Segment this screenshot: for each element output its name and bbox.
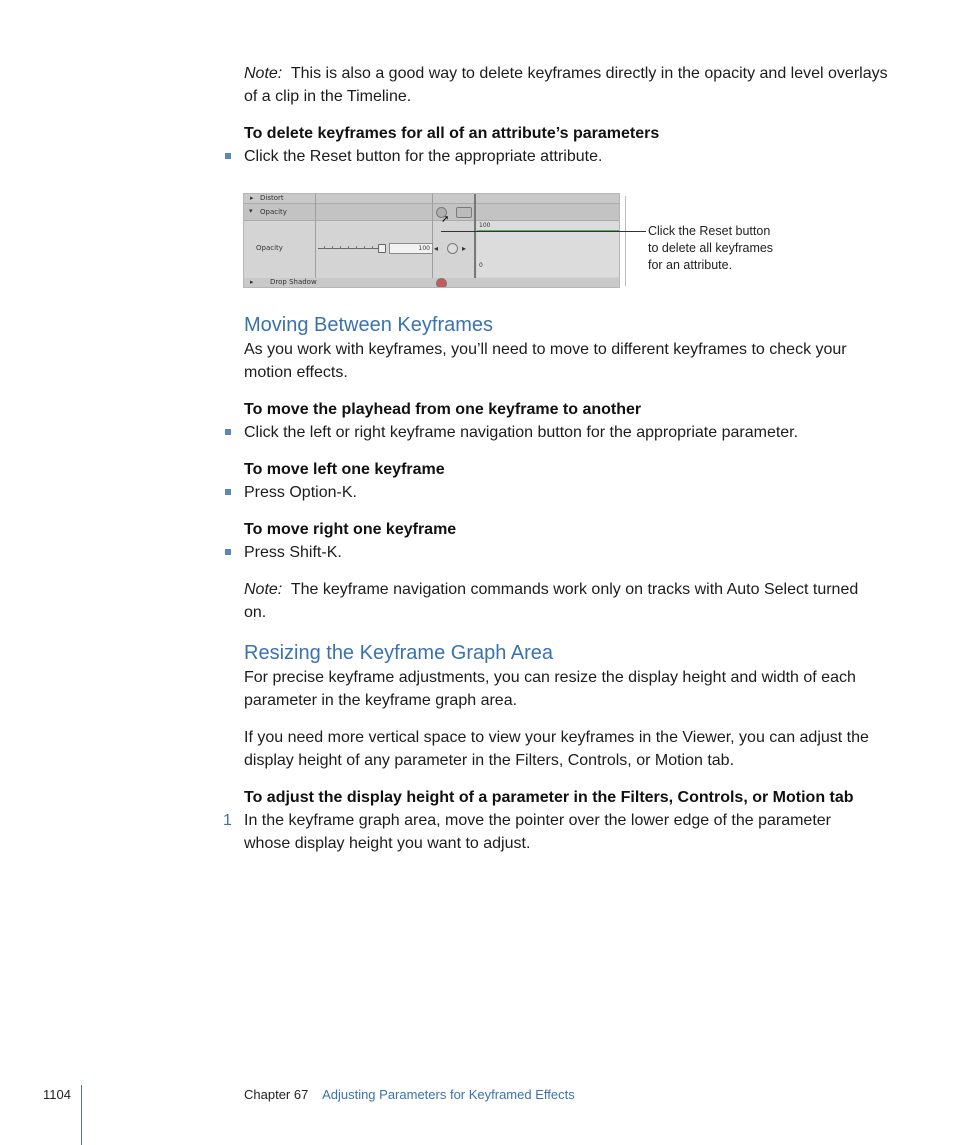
note-text-line2: of a clip in the Timeline. <box>244 88 412 105</box>
figure-right-edge <box>625 196 626 286</box>
graph-max-label: 100 <box>479 222 491 229</box>
note-text-line1: This is also a good way to delete keyframes directly in the opacity and level overlays <box>290 65 888 82</box>
pointer-cursor-icon: ➚ <box>441 214 450 225</box>
reset-button[interactable] <box>436 278 447 288</box>
task-heading-right: To move right one keyframe <box>244 521 457 538</box>
opacity-value-field[interactable]: 100 <box>389 243 433 254</box>
moving-intro-line1: As you work with keyframes, you’ll need to move to different keyframes to check your <box>244 341 847 358</box>
bullet-icon <box>225 549 231 555</box>
callout-leader-line <box>441 231 646 232</box>
task-heading-display-height: To adjust the display height of a parameter in the Filters, Controls, or Motion tab <box>244 789 854 806</box>
row-distort-label: Distort <box>260 194 284 202</box>
next-keyframe-icon[interactable]: ▸ <box>462 244 467 253</box>
callout-text <box>648 223 773 274</box>
step1-line2: whose display height you want to adjust. <box>244 835 531 852</box>
bullet-text-left: Press Option-K. <box>244 484 357 501</box>
note2-line2: on. <box>244 604 267 621</box>
step-number: 1 <box>223 812 232 829</box>
slider-tick <box>364 246 365 249</box>
slider-tick <box>332 246 333 249</box>
column-divider <box>315 194 316 287</box>
bullet-text-right: Press Shift-K. <box>244 544 342 561</box>
section-title-resizing: Resizing the Keyframe Graph Area <box>244 642 554 664</box>
resizing-p1-line1: For precise keyframe adjustments, you can resize the display height and width of each <box>244 669 856 686</box>
screenshot-figure <box>243 193 620 288</box>
note2-line1: The keyframe navigation commands work only on tracks with Auto Select turned <box>290 581 859 598</box>
task-heading-playhead: To move the playhead from one keyframe to another <box>244 401 642 418</box>
disclosure-icon: ▸ <box>250 194 254 202</box>
disclosure-open-icon: ▾ <box>249 207 253 215</box>
bullet-text-playhead: Click the left or right keyframe navigation button for the appropriate parameter. <box>244 424 799 441</box>
bullet-text-delete: Click the Reset button for the appropriate attribute. <box>244 148 603 165</box>
task-heading-left: To move left one keyframe <box>244 461 445 478</box>
note-paragraph <box>244 62 894 85</box>
param-label: Opacity <box>256 244 283 252</box>
note-paragraph-2 <box>244 578 894 601</box>
bullet-icon <box>225 489 231 495</box>
playhead-line <box>474 194 476 287</box>
slider-tick <box>348 246 349 249</box>
callout-line-2: to delete all keyframes <box>648 241 774 255</box>
column-divider <box>432 194 433 287</box>
slider-tick <box>340 246 341 249</box>
footer-rule <box>81 1085 82 1145</box>
prev-keyframe-icon[interactable]: ◂ <box>434 244 439 253</box>
resizing-p2-line1: If you need more vertical space to view your keyframes in the Viewer, you can adjust the <box>244 729 869 746</box>
page-number: 1104 <box>43 1087 71 1102</box>
chapter-label: Chapter 67 <box>244 1087 309 1102</box>
resizing-p2-line2: display height of any parameter in the Filters, Controls, or Motion tab. <box>244 752 735 769</box>
task-heading-delete: To delete keyframes for all of an attribute’s parameters <box>244 125 660 142</box>
chapter-title: Adjusting Parameters for Keyframed Effects <box>322 1087 575 1102</box>
resizing-p1-line2: parameter in the keyframe graph area. <box>244 692 518 709</box>
bullet-icon <box>225 429 231 435</box>
row-opacity-label: Opacity <box>260 208 287 216</box>
slider-thumb[interactable] <box>378 244 386 253</box>
slider-tick <box>324 246 325 249</box>
slider-tick <box>372 246 373 249</box>
slider-tick <box>356 246 357 249</box>
footer-chapter <box>244 1087 575 1102</box>
add-keyframe-button[interactable] <box>447 243 458 254</box>
note-label: Note: <box>244 65 283 82</box>
disclosure-icon: ▸ <box>250 278 254 286</box>
moving-intro-line2: motion effects. <box>244 364 348 381</box>
row-drop-shadow-label: Drop Shadow <box>270 278 317 286</box>
section-title-moving: Moving Between Keyframes <box>244 314 494 336</box>
callout-line-1: Click the Reset button <box>648 224 771 238</box>
step1-line1: In the keyframe graph area, move the pointer over the lower edge of the parameter <box>244 812 831 829</box>
callout-line-3: for an attribute. <box>648 258 733 272</box>
bullet-icon <box>225 153 231 159</box>
note-label: Note: <box>244 581 283 598</box>
presets-popup[interactable] <box>456 207 472 218</box>
graph-min-label: 0 <box>479 262 483 269</box>
row-drop-shadow <box>244 278 619 288</box>
